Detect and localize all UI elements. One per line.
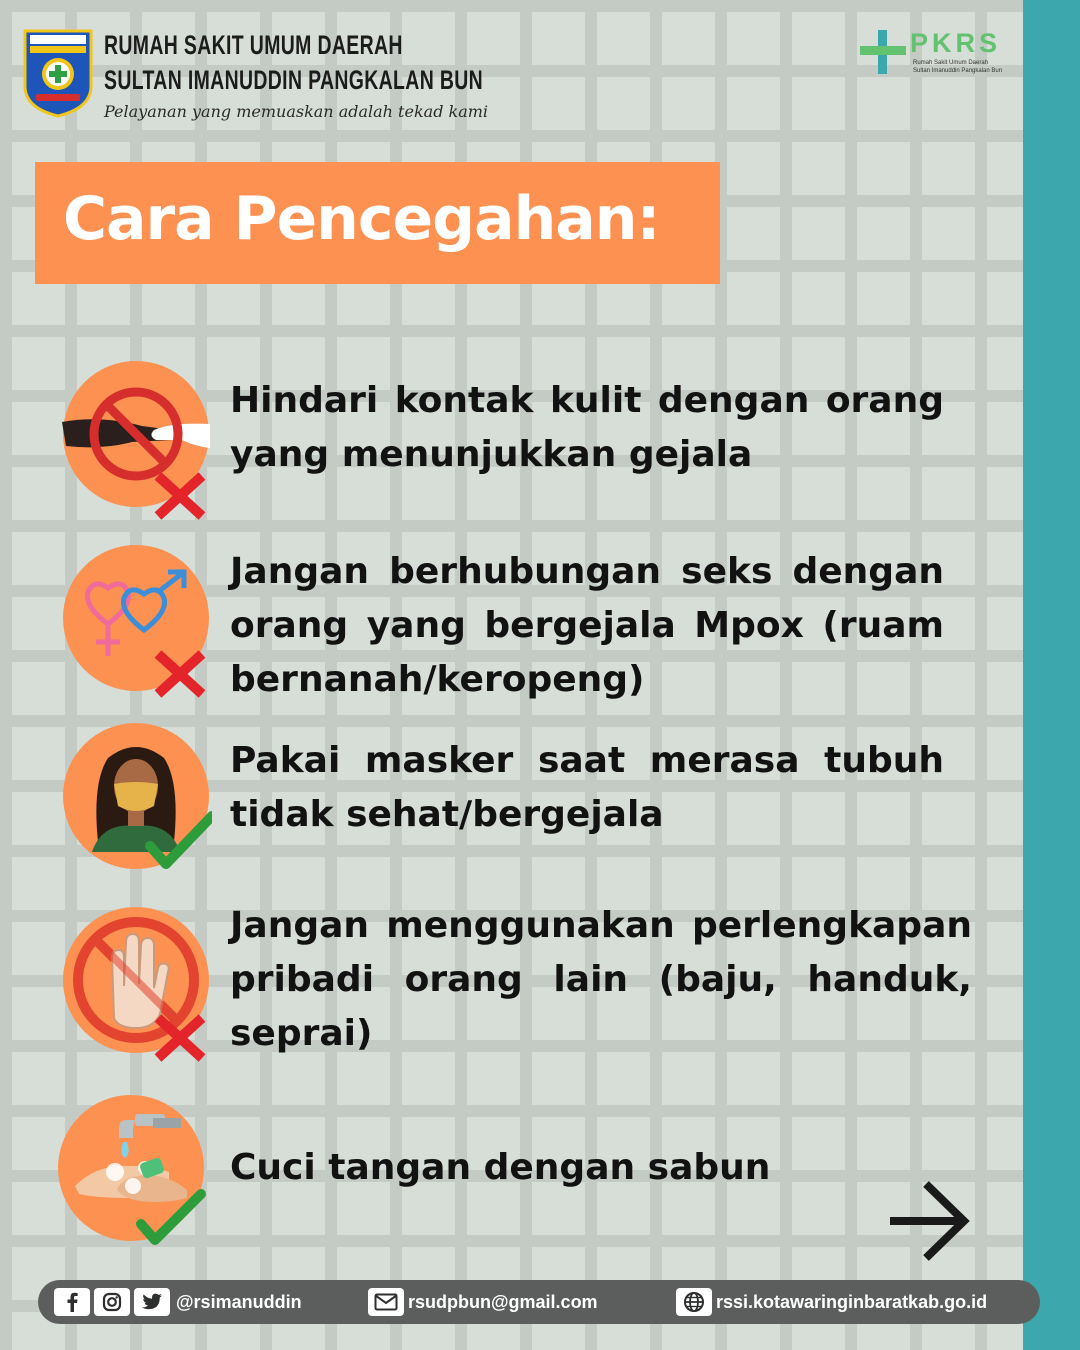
prevention-item-3: Pakai masker saat merasa tubuh tidak sehat/bergejala — [230, 740, 944, 835]
contact-footer — [38, 1280, 1040, 1324]
hospital-name-line2: SULTAN IMANUDDIN PANGKALAN BUN — [104, 65, 484, 95]
prevention-item-4: Jangan menggunakan perlengkapan pribadi orang lain (baju, handuk, seprai) — [230, 905, 972, 1054]
stop-hand-icon — [62, 906, 212, 1066]
instagram-icon[interactable] — [94, 1288, 130, 1316]
website-contact[interactable] — [676, 1280, 987, 1324]
gender-symbols-icon — [62, 544, 212, 704]
hospital-logo — [22, 28, 94, 118]
social-media-group[interactable] — [54, 1280, 302, 1324]
pkrs-logo — [858, 28, 1018, 78]
twitter-icon[interactable] — [134, 1288, 170, 1316]
pkrs-cross-icon — [858, 28, 908, 76]
next-arrow-icon[interactable] — [886, 1178, 972, 1264]
social-handle[interactable]: @rsimanuddin — [176, 1291, 302, 1312]
prevention-item-2: Jangan berhubungan seks dengan orang yang bergejala Mpox (ruam bernanah/keropeng) — [230, 551, 944, 700]
page-title: Cara Pencegahan: — [63, 184, 660, 254]
title-banner — [35, 162, 720, 284]
no-touch-icon — [62, 360, 212, 520]
hospital-tagline: Pelayanan yang memuaskan adalah tekad kami — [104, 102, 489, 121]
hospital-name-line1: RUMAH SAKIT UMUM DAERAH — [104, 30, 403, 60]
prevention-item-1: Hindari kontak kulit dengan orang yang menunjukkan gejala — [230, 380, 944, 475]
teal-side-stripe — [1023, 0, 1080, 1350]
email-address[interactable]: rsudpbun@gmail.com — [408, 1291, 598, 1312]
pkrs-subtitle-line1: Rumah Sakit Umum Daerah — [913, 60, 989, 66]
handwashing-icon — [57, 1094, 207, 1254]
website-url[interactable]: rssi.kotawaringinbaratkab.go.id — [716, 1291, 988, 1312]
pkrs-subtitle — [913, 59, 1002, 75]
pkrs-subtitle-line2: Sultan Imanuddin Pangkalan Bun — [913, 68, 1003, 74]
globe-icon — [676, 1288, 712, 1316]
woman-mask-icon — [62, 722, 212, 882]
prevention-item-5: Cuci tangan dengan sabun — [230, 1147, 771, 1188]
email-icon — [368, 1288, 404, 1316]
pkrs-logo-text: PKRS — [910, 28, 1002, 58]
email-contact[interactable] — [368, 1280, 598, 1324]
facebook-icon[interactable] — [54, 1288, 90, 1316]
